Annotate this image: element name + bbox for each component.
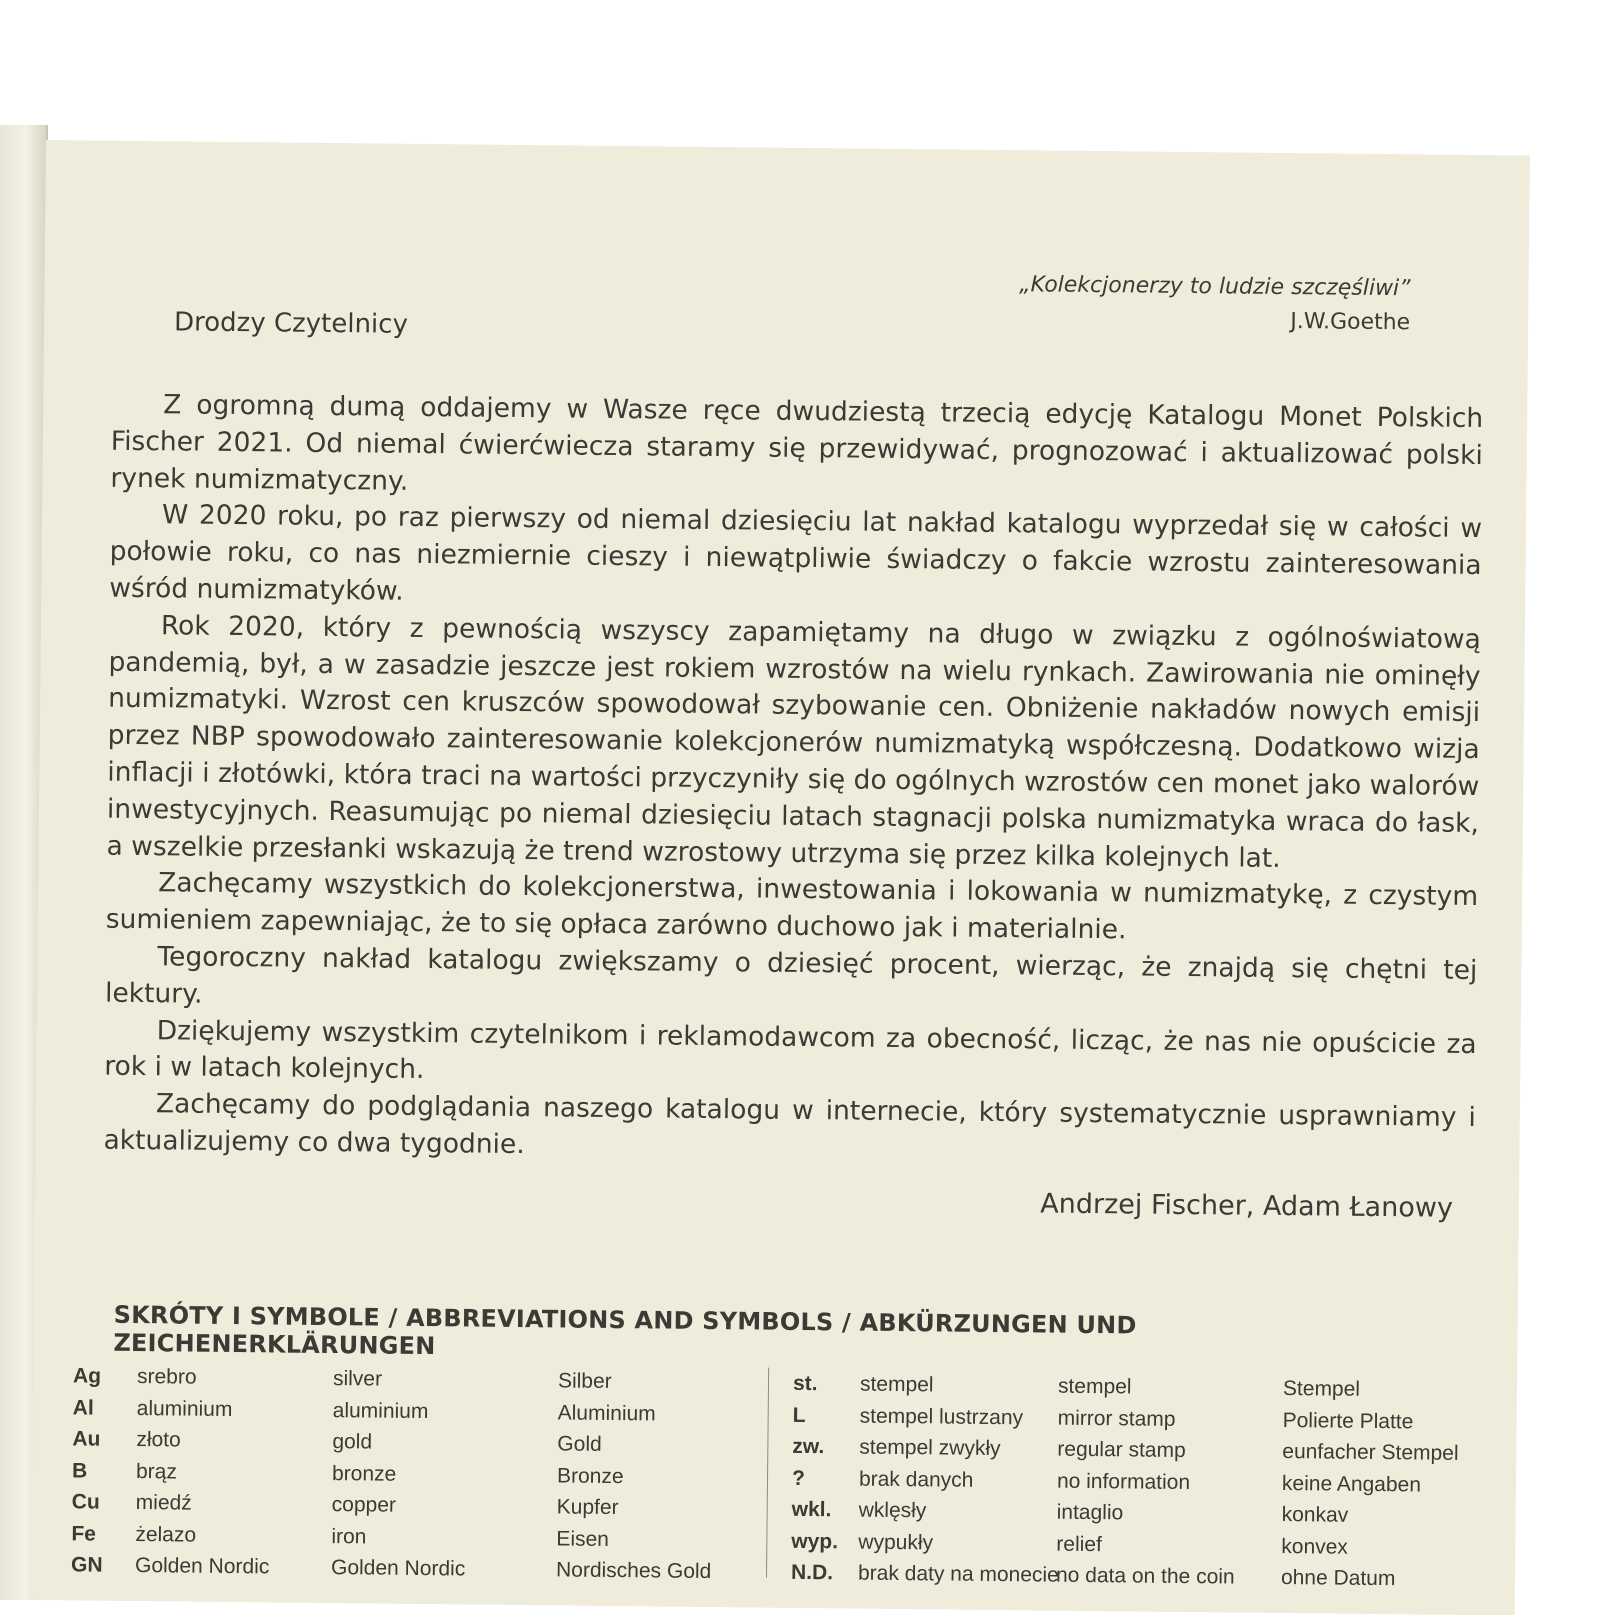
table-cell: żelazo — [135, 1522, 197, 1547]
table-cell: stempel — [859, 1372, 934, 1397]
epigraph — [1019, 268, 1411, 340]
table-cell: Cu — [71, 1490, 100, 1514]
table-cell: srebro — [136, 1365, 197, 1389]
abbreviations-heading: SKRÓTY I SYMBOLE / ABBREVIATIONS AND SYMBOLS / ABKÜRZUNGEN UND ZEICHENERKLÄRUNGEN — [113, 1300, 1137, 1361]
table-cell: złoto — [136, 1428, 181, 1452]
left-polish-column — [135, 1361, 272, 1583]
table-cell: Silber — [557, 1369, 612, 1393]
table-cell: Golden Nordic — [330, 1556, 466, 1581]
table-cell: wkl. — [791, 1497, 832, 1522]
greeting: Drodzy Czytelnicy — [173, 307, 409, 340]
table-cell: Au — [72, 1427, 101, 1451]
epigraph-author: J.W.Goethe — [1290, 309, 1411, 336]
table-cell: Polierte Platte — [1282, 1408, 1414, 1433]
table-cell: regular stamp — [1057, 1437, 1186, 1463]
table-cell: Al — [72, 1395, 94, 1420]
table-cell: Bronze — [556, 1463, 624, 1488]
table-cell: L — [792, 1403, 806, 1427]
right-german-column — [1281, 1373, 1460, 1595]
table-cell: ohne Datum — [1280, 1566, 1396, 1591]
column-divider — [766, 1368, 769, 1578]
right-english-column — [1056, 1371, 1237, 1593]
paragraph: Zachęcamy do podglądania naszego katalogu w internecie, który systematycznie usprawniamy i aktualizujemy co dwa tygodnie. — [103, 1088, 1477, 1161]
table-cell: konvex — [1281, 1534, 1349, 1559]
table-cell: relief — [1056, 1532, 1103, 1556]
table-cell: eunfacher Stempel — [1282, 1440, 1459, 1465]
abbreviations-table — [71, 1360, 1473, 1595]
table-cell: Nordisches Gold — [555, 1558, 712, 1584]
table-cell: st. — [792, 1371, 818, 1396]
table-cell: wklęsły — [858, 1498, 927, 1523]
epigraph-text: „Kolekcjonerzy to ludzie szczęśliwi” — [1019, 272, 1411, 302]
right-polish-column — [858, 1369, 1061, 1592]
paragraph: Tegoroczny nakład katalogu zwiększamy o dziesięć procent, wierząc, że znajdą się chętni tej lektury. — [104, 941, 1478, 1010]
paragraph: Rok 2020, który z pewnością wszyscy zapamiętamy na długo w związku z ogólnoświatową pandemią, był, a w zasadzie jeszcze jest rokiem wzrostów na wielu rynkach. Zawirowania nie ominęły numizmatyki. Wzrost cen kruszców spowodował szybowanie cen. Obniżenie nakładów nowych emisji przez NBP spowodowało zainteresowanie kolekcjonerów numizmatyką współczesną. Dodatkowo wizja inflacji i złotówki, która traci na wartości przyczyniły się do ogólnych wzrostów cen monet jako walorów inwestycyjnych. Reasumując po niemal dziesięciu latach stagnacji polska numizmatyka wraca do łask, a wszelkie przesłanki wskazują że trend wzrostowy utrzyma się przez kilka kolejnych lat. — [106, 610, 1482, 874]
left-english-column — [331, 1363, 468, 1585]
table-cell: no data on the coin — [1055, 1563, 1235, 1589]
table-cell: B — [71, 1458, 88, 1483]
table-cell: konkav — [1281, 1503, 1349, 1527]
table-cell: wyp. — [791, 1529, 839, 1553]
table-cell: intaglio — [1056, 1500, 1124, 1525]
table-cell: N.D. — [790, 1560, 834, 1585]
table-cell: stempel — [1057, 1374, 1132, 1399]
table-cell: stempel lustrzany — [859, 1404, 1024, 1429]
table-cell: iron — [331, 1524, 367, 1548]
left-german-column — [556, 1365, 714, 1587]
right-symbol-column — [791, 1368, 840, 1589]
table-cell: gold — [332, 1430, 373, 1454]
left-symbol-column — [71, 1360, 105, 1581]
table-cell: silver — [332, 1367, 383, 1391]
table-cell: no information — [1056, 1469, 1191, 1494]
table-cell: mirror stamp — [1057, 1406, 1176, 1431]
table-cell: GN — [70, 1553, 103, 1577]
table-cell: aluminium — [136, 1396, 233, 1421]
paragraph: Zachęcamy wszystkich do kolekcjonerstwa, inwestowania i lokowania w numizmatykę, z czystym sumieniem zapewniając, że to się opłaca zarówno duchowo jak i materialnie. — [105, 867, 1479, 946]
table-cell: stempel zwykły — [859, 1435, 1001, 1461]
paragraph: Dziękujemy wszystkim czytelnikom i reklamodawcom za obecność, licząc, że nas nie opuścicie za rok i w latach kolejnych. — [104, 1014, 1477, 1086]
table-cell: miedź — [135, 1491, 192, 1515]
table-cell: Stempel — [1282, 1377, 1361, 1401]
table-cell: Eisen — [556, 1526, 610, 1551]
table-cell: ? — [791, 1466, 805, 1490]
table-cell: copper — [331, 1493, 397, 1517]
table-cell: Kupfer — [556, 1495, 619, 1520]
table-cell: brąz — [135, 1459, 178, 1483]
table-cell: Gold — [557, 1432, 602, 1456]
letter-body — [103, 387, 1483, 1174]
table-cell: keine Angaben — [1281, 1471, 1422, 1496]
paragraph: Z ogromną dumą oddajemy w Wasze ręce dwudziestą trzecią edycję Katalogu Monet Polskich Fischer 2021. Od niemal ćwierćwiecza staramy się przewidywać, prognozować i aktualizować polski rynek numizmatyczny. — [110, 389, 1484, 497]
paragraph: W 2020 roku, po raz pierwszy od niemal dziesięciu lat nakład katalogu wyprzedał się w całości w połowie roku, co nas niezmiernie cieszy i niewątpliwie świadczy o fakcie wzrostu zainteresowania wśród numizmatyków. — [109, 499, 1483, 607]
table-cell: wypukły — [858, 1530, 934, 1554]
table-cell: brak danych — [858, 1467, 974, 1492]
table-cell: aluminium — [332, 1398, 429, 1423]
catalog-page — [31, 140, 1530, 1615]
table-cell: Fe — [71, 1521, 97, 1546]
table-cell: brak daty na monecie — [857, 1561, 1059, 1587]
table-cell: zw. — [792, 1434, 825, 1459]
table-cell: Golden Nordic — [134, 1554, 270, 1579]
table-cell: Ag — [72, 1364, 102, 1388]
table-cell: Aluminium — [557, 1400, 656, 1425]
table-cell: bronze — [331, 1461, 397, 1486]
signature: Andrzej Fischer, Adam Łanowy — [1040, 1188, 1454, 1224]
